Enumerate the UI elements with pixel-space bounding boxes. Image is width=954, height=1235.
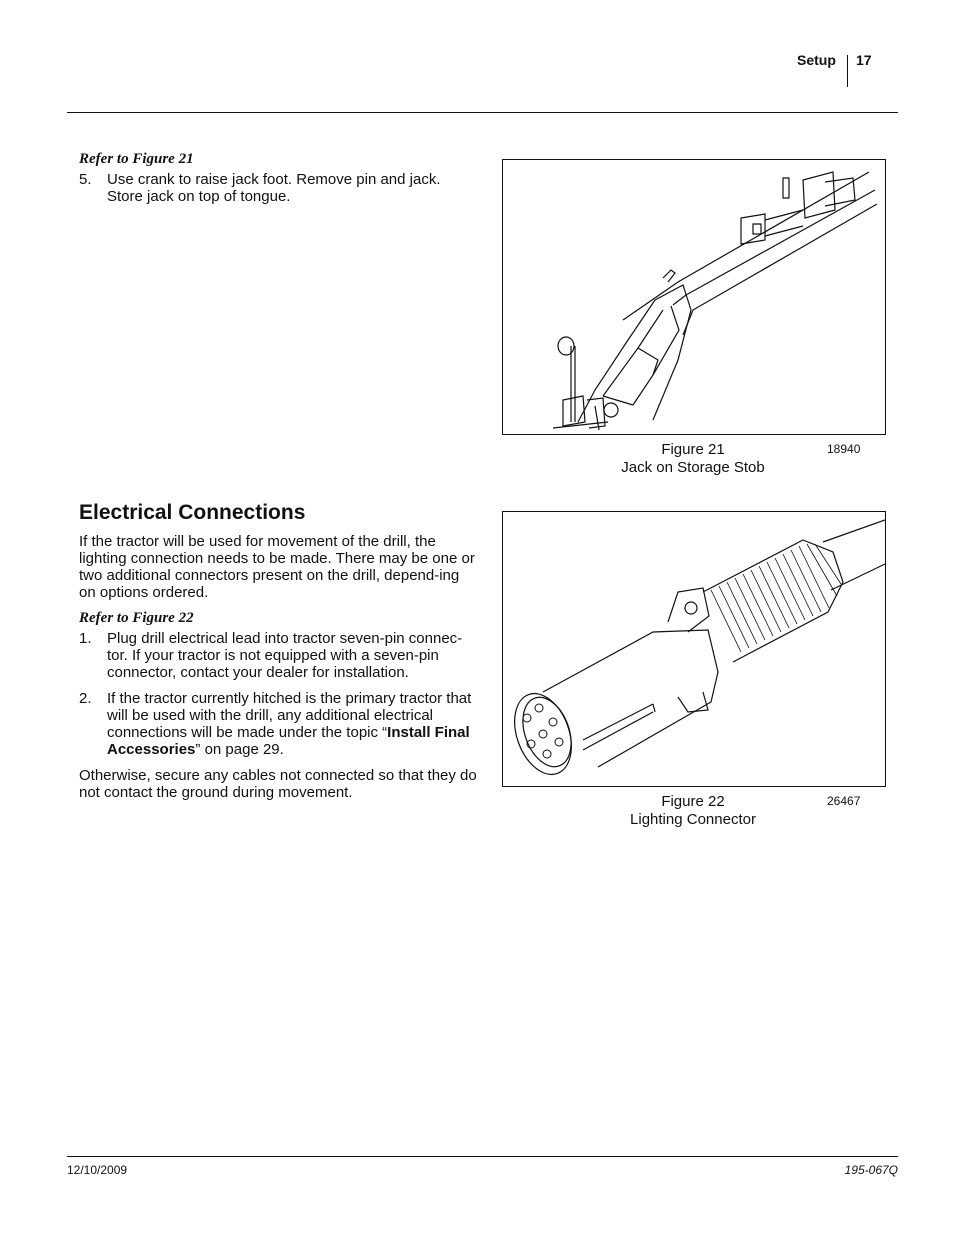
figure-22-caption	[543, 793, 843, 829]
figure-22-image	[502, 511, 886, 787]
footer-rule	[67, 1156, 898, 1157]
jack-step-5	[79, 171, 477, 205]
step-text: If the tractor currently hitched is the primary tractor that will be used with the drill, any additional electrical connections will be made under the topic “	[107, 690, 472, 741]
electrical-step-2	[79, 690, 477, 758]
step-text-end: ” on page 29.	[195, 741, 284, 758]
electrical-step-1	[79, 630, 477, 681]
jack-instructions	[79, 151, 477, 205]
step-text: Use crank to raise jack foot. Remove pin and jack. Store jack on top of tongue.	[107, 171, 441, 205]
step-number: 2.	[79, 690, 92, 707]
figure-21-caption	[543, 441, 843, 477]
header-section-title: Setup	[797, 52, 836, 68]
step-number: 5.	[79, 171, 92, 188]
topic-link-text: Install Final Accessories	[107, 724, 470, 758]
refer-figure-21: Refer to Figure 21	[79, 151, 194, 167]
figure-21-label: Figure 21	[661, 441, 725, 458]
electrical-text	[79, 533, 477, 801]
figure-22-label: Figure 22	[661, 793, 725, 810]
jack-on-stob-illustration	[503, 160, 885, 434]
figure-21-image	[502, 159, 886, 435]
step-number: 1.	[79, 630, 92, 647]
figure-22-title: Lighting Connector	[630, 811, 756, 828]
figure-21-title: Jack on Storage Stob	[621, 459, 765, 476]
section-heading: Electrical Connections	[79, 501, 306, 524]
electrical-intro: If the tractor will be used for movement of the drill, the lighting connection needs to be made. There may be one or two additional connectors present on the drill, depend-ing on options ordered.	[79, 533, 475, 601]
page-number: 17	[856, 52, 872, 68]
figure-22-id: 26467	[827, 794, 861, 808]
refer-figure-22: Refer to Figure 22	[79, 610, 194, 626]
electrical-closing: Otherwise, secure any cables not connected so that they do not contact the ground during movement.	[79, 767, 477, 801]
lighting-connector-illustration	[503, 512, 885, 786]
footer-date: 12/10/2009	[67, 1163, 128, 1177]
header-separator	[847, 55, 848, 87]
footer-doc-number: 195-067Q	[844, 1163, 898, 1177]
header-rule	[67, 112, 898, 113]
figure-21-id: 18940	[827, 442, 861, 456]
step-text: Plug drill electrical lead into tractor seven-pin connec-tor. If your tractor is not equipped with a seven-pin connector, contact your dealer for installation.	[107, 630, 463, 681]
